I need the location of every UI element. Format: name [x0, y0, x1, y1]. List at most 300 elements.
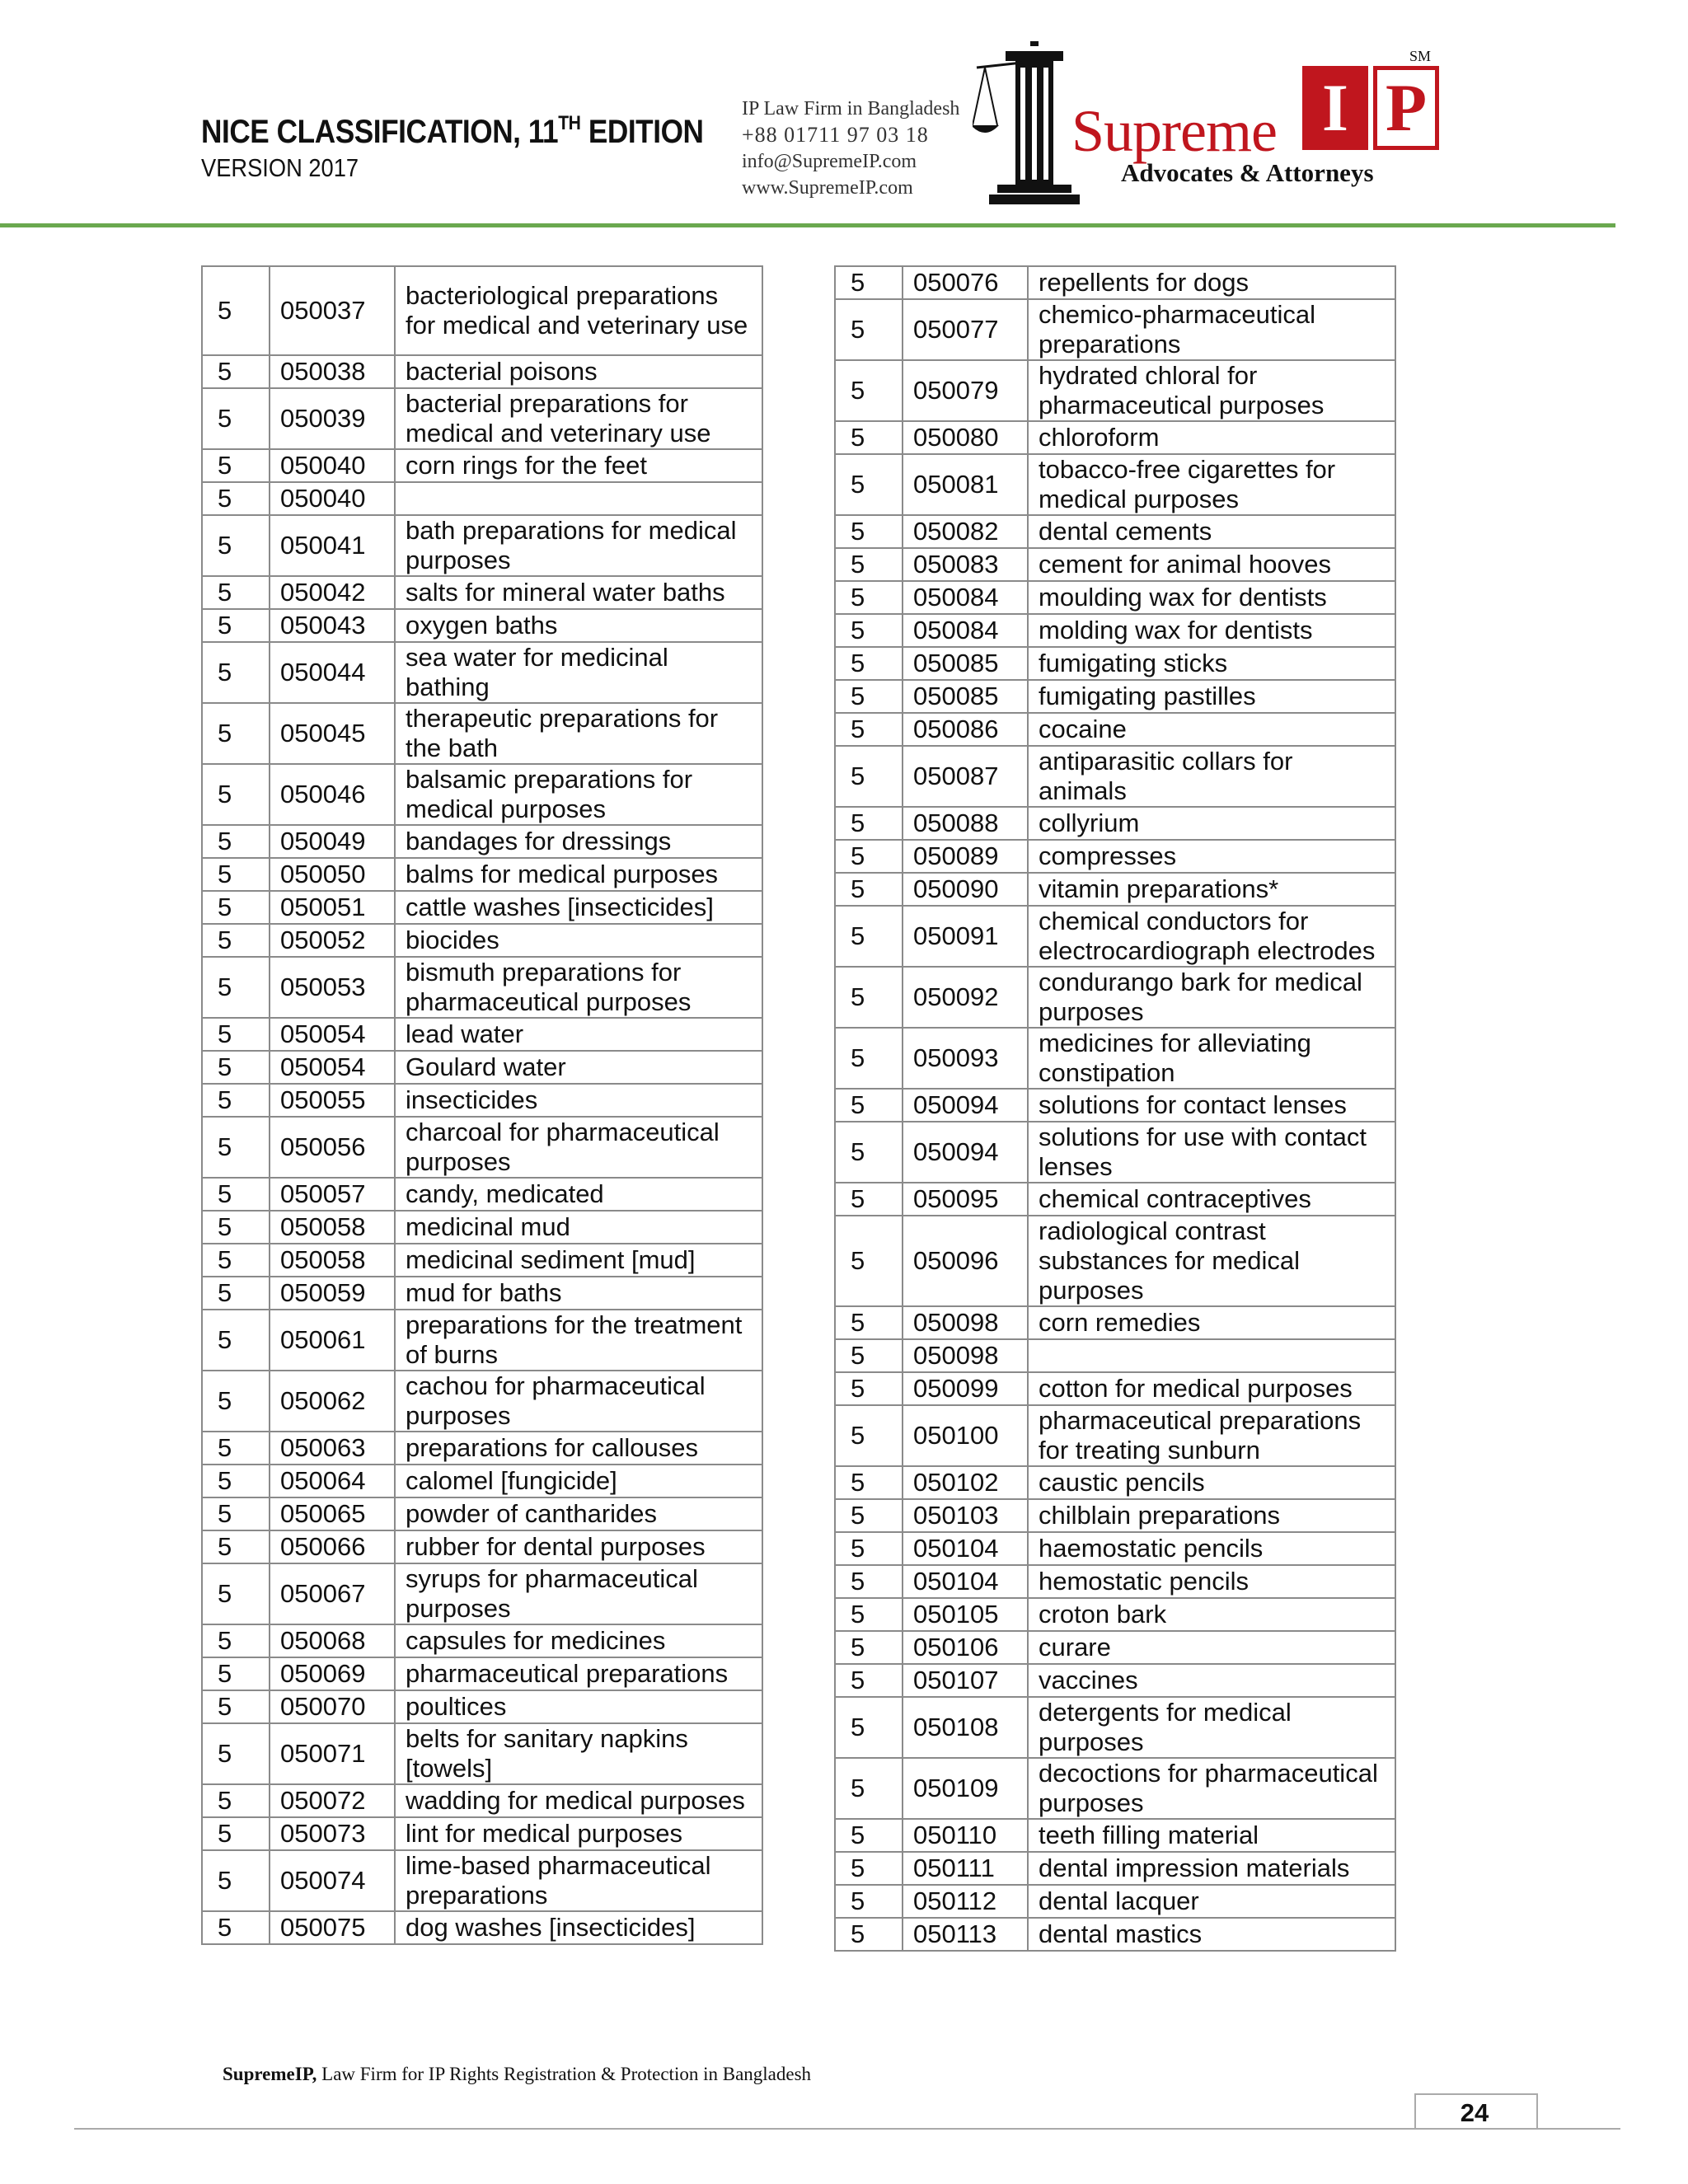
goods-term-cell: bandages for dressings — [395, 825, 762, 858]
table-row — [835, 1758, 1395, 1819]
class-number-cell: 5 — [202, 1310, 270, 1371]
class-number-cell: 5 — [202, 609, 270, 642]
class-number-cell: 5 — [202, 1850, 270, 1911]
basic-number-cell: 050038 — [270, 355, 395, 388]
basic-number-cell: 050068 — [270, 1624, 395, 1657]
goods-term-cell: chemical conductors for electrocardiograph electrodes — [1028, 906, 1395, 967]
goods-term-cell: medicines for alleviating constipation — [1028, 1028, 1395, 1089]
class-number-cell: 5 — [202, 1018, 270, 1051]
goods-term-cell: syrups for pharmaceutical purposes — [395, 1563, 762, 1624]
table-row — [835, 746, 1395, 807]
class-number-cell: 5 — [202, 515, 270, 576]
class-number-cell: 5 — [202, 891, 270, 924]
table-row — [835, 1405, 1395, 1466]
class-number-cell: 5 — [202, 1690, 270, 1723]
table-row — [202, 1244, 762, 1277]
class-number-cell: 5 — [835, 647, 903, 680]
table-row — [202, 1690, 762, 1723]
basic-number-cell: 050064 — [270, 1465, 395, 1497]
footer-firm-text: SupremeIP, Law Firm for IP Rights Registration & Protection in Bangladesh — [223, 2064, 812, 2084]
class-number-cell: 5 — [202, 858, 270, 891]
version-label: VERSION 2017 — [201, 153, 359, 182]
class-number-cell: 5 — [202, 388, 270, 449]
goods-term-cell: chemical contraceptives — [1028, 1183, 1395, 1216]
table-row — [202, 1530, 762, 1563]
supremeip-logo — [973, 35, 1451, 208]
basic-number-cell: 050106 — [903, 1631, 1028, 1664]
table-row — [202, 924, 762, 957]
class-number-cell: 5 — [835, 1819, 903, 1852]
goods-term-cell: fumigating sticks — [1028, 647, 1395, 680]
table-row — [835, 1885, 1395, 1918]
table-row — [202, 1277, 762, 1310]
class-number-cell: 5 — [835, 1122, 903, 1183]
class-number-cell: 5 — [202, 1244, 270, 1277]
basic-number-cell: 050095 — [903, 1183, 1028, 1216]
table-row — [835, 1339, 1395, 1372]
goods-term-cell: molding wax for dentists — [1028, 614, 1395, 647]
logo-tagline: Advocates & Attorneys — [1121, 158, 1374, 187]
basic-number-cell: 050096 — [903, 1216, 1028, 1306]
class-number-cell: 5 — [835, 873, 903, 906]
basic-number-cell: 050056 — [270, 1117, 395, 1178]
table-row — [835, 1499, 1395, 1532]
class-number-cell: 5 — [202, 576, 270, 609]
basic-number-cell: 050077 — [903, 299, 1028, 360]
goods-term-cell: cement for animal hooves — [1028, 548, 1395, 581]
class-number-cell: 5 — [835, 1532, 903, 1565]
class-number-cell: 5 — [202, 1051, 270, 1084]
goods-term-cell: collyrium — [1028, 807, 1395, 840]
basic-number-cell: 050090 — [903, 873, 1028, 906]
class-number-cell: 5 — [202, 825, 270, 858]
basic-number-cell: 050098 — [903, 1339, 1028, 1372]
table-row — [835, 1183, 1395, 1216]
table-row — [835, 713, 1395, 746]
table-row — [202, 1497, 762, 1530]
table-row — [835, 647, 1395, 680]
goods-term-cell: dental cements — [1028, 515, 1395, 548]
class-number-cell: 5 — [202, 924, 270, 957]
class-number-cell: 5 — [202, 266, 270, 355]
table-row — [835, 1819, 1395, 1852]
table-row — [835, 614, 1395, 647]
table-row — [202, 1117, 762, 1178]
basic-number-cell: 050073 — [270, 1817, 395, 1850]
basic-number-cell: 050055 — [270, 1084, 395, 1117]
goods-term-cell: Goulard water — [395, 1051, 762, 1084]
goods-term-cell: balms for medical purposes — [395, 858, 762, 891]
goods-term-cell: pharmaceutical preparations for treating sunburn — [1028, 1405, 1395, 1466]
basic-number-cell: 050061 — [270, 1310, 395, 1371]
basic-number-cell: 050062 — [270, 1371, 395, 1432]
goods-term-cell: corn remedies — [1028, 1306, 1395, 1339]
goods-term-cell: solutions for use with contact lenses — [1028, 1122, 1395, 1183]
basic-number-cell: 050049 — [270, 825, 395, 858]
goods-term-cell: sea water for medicinal bathing — [395, 642, 762, 703]
goods-term-cell: repellents for dogs — [1028, 266, 1395, 299]
table-row — [202, 1784, 762, 1817]
table-row — [202, 1850, 762, 1911]
class-number-cell: 5 — [835, 1216, 903, 1306]
contact-block — [742, 96, 959, 201]
goods-term-cell: lead water — [395, 1018, 762, 1051]
class-number-cell: 5 — [835, 1852, 903, 1885]
class-number-cell: 5 — [202, 1117, 270, 1178]
goods-term-cell: vitamin preparations* — [1028, 873, 1395, 906]
class-number-cell: 5 — [835, 680, 903, 713]
goods-term-cell: capsules for medicines — [395, 1624, 762, 1657]
goods-term-cell: cotton for medical purposes — [1028, 1372, 1395, 1405]
table-row — [202, 576, 762, 609]
service-mark: SM — [1409, 48, 1432, 64]
class-number-cell: 5 — [202, 1084, 270, 1117]
goods-term-cell: vaccines — [1028, 1664, 1395, 1697]
table-row — [202, 825, 762, 858]
table-row — [835, 873, 1395, 906]
class-number-cell: 5 — [202, 1497, 270, 1530]
goods-term-cell: dental impression materials — [1028, 1852, 1395, 1885]
basic-number-cell: 050072 — [270, 1784, 395, 1817]
class-number-cell: 5 — [202, 1465, 270, 1497]
table-row — [202, 1465, 762, 1497]
goods-term-cell: charcoal for pharmaceutical purposes — [395, 1117, 762, 1178]
table-row — [835, 1697, 1395, 1758]
class-number-cell: 5 — [202, 355, 270, 388]
class-number-cell: 5 — [202, 449, 270, 482]
basic-number-cell: 050037 — [270, 266, 395, 355]
class-number-cell: 5 — [835, 1598, 903, 1631]
class-number-cell: 5 — [835, 266, 903, 299]
class-number-cell: 5 — [202, 1371, 270, 1432]
class-number-cell: 5 — [835, 1405, 903, 1466]
goods-term-cell: pharmaceutical preparations — [395, 1657, 762, 1690]
class-number-cell: 5 — [835, 1089, 903, 1122]
table-row — [202, 1178, 762, 1211]
basic-number-cell: 050094 — [903, 1122, 1028, 1183]
basic-number-cell: 050104 — [903, 1565, 1028, 1598]
goods-term-cell: compresses — [1028, 840, 1395, 873]
table-row — [835, 840, 1395, 873]
class-number-cell: 5 — [835, 1697, 903, 1758]
table-row — [202, 1310, 762, 1371]
basic-number-cell: 050058 — [270, 1244, 395, 1277]
goods-term-cell: caustic pencils — [1028, 1466, 1395, 1499]
basic-number-cell: 050084 — [903, 581, 1028, 614]
basic-number-cell: 050093 — [903, 1028, 1028, 1089]
table-row — [202, 1723, 762, 1784]
table-row — [835, 1918, 1395, 1951]
goods-term-cell: dental mastics — [1028, 1918, 1395, 1951]
basic-number-cell: 050103 — [903, 1499, 1028, 1532]
goods-term-cell: radiological contrast substances for medical purposes — [1028, 1216, 1395, 1306]
basic-number-cell: 050058 — [270, 1211, 395, 1244]
basic-number-cell: 050044 — [270, 642, 395, 703]
goods-term-cell: chloroform — [1028, 421, 1395, 454]
goods-term-cell: haemostatic pencils — [1028, 1532, 1395, 1565]
class-number-cell: 5 — [202, 764, 270, 825]
basic-number-cell: 050052 — [270, 924, 395, 957]
logo-letter-i: I — [1302, 66, 1368, 150]
basic-number-cell: 050041 — [270, 515, 395, 576]
class-number-cell: 5 — [835, 1028, 903, 1089]
table-row — [835, 680, 1395, 713]
goods-term-cell: solutions for contact lenses — [1028, 1089, 1395, 1122]
goods-term-cell: medicinal sediment [mud] — [395, 1244, 762, 1277]
goods-term-cell: candy, medicated — [395, 1178, 762, 1211]
basic-number-cell: 050074 — [270, 1850, 395, 1911]
table-row — [202, 764, 762, 825]
table-row — [202, 891, 762, 924]
basic-number-cell: 050088 — [903, 807, 1028, 840]
page-number: 24 — [1460, 2098, 1489, 2127]
contact-email: info@SupremeIP.com — [742, 151, 917, 172]
basic-number-cell: 050070 — [270, 1690, 395, 1723]
basic-number-cell: 050085 — [903, 647, 1028, 680]
class-number-cell: 5 — [835, 906, 903, 967]
basic-number-cell: 050094 — [903, 1089, 1028, 1122]
table-row — [202, 1624, 762, 1657]
basic-number-cell: 050111 — [903, 1852, 1028, 1885]
goods-term-cell: fumigating pastilles — [1028, 680, 1395, 713]
header-divider — [0, 223, 1615, 227]
class-number-cell: 5 — [202, 1277, 270, 1310]
class-number-cell: 5 — [835, 454, 903, 515]
basic-number-cell: 050098 — [903, 1306, 1028, 1339]
class-number-cell: 5 — [202, 1211, 270, 1244]
footer-divider — [74, 2128, 1620, 2130]
goods-term-cell: cocaine — [1028, 713, 1395, 746]
classification-table-right — [834, 265, 1396, 1952]
logo-letter-p: P — [1373, 66, 1439, 150]
basic-number-cell: 050112 — [903, 1885, 1028, 1918]
table-row — [835, 1216, 1395, 1306]
goods-term-cell: bacterial preparations for medical and veterinary use — [395, 388, 762, 449]
logo-wordmark: Supreme — [1071, 98, 1277, 164]
goods-term-cell: dog washes [insecticides] — [395, 1911, 762, 1944]
table-row — [835, 1028, 1395, 1089]
table-row — [202, 515, 762, 576]
class-number-cell: 5 — [202, 1432, 270, 1465]
basic-number-cell: 050054 — [270, 1051, 395, 1084]
goods-term-cell: powder of cantharides — [395, 1497, 762, 1530]
table-row — [202, 703, 762, 764]
class-number-cell: 5 — [835, 1372, 903, 1405]
table-row — [835, 548, 1395, 581]
table-row — [835, 906, 1395, 967]
class-number-cell: 5 — [835, 713, 903, 746]
basic-number-cell: 050039 — [270, 388, 395, 449]
table-row — [835, 515, 1395, 548]
contact-website: www.SupremeIP.com — [742, 177, 913, 199]
basic-number-cell: 050066 — [270, 1530, 395, 1563]
table-row — [202, 1051, 762, 1084]
basic-number-cell: 050089 — [903, 840, 1028, 873]
basic-number-cell: 050105 — [903, 1598, 1028, 1631]
basic-number-cell: 050082 — [903, 515, 1028, 548]
basic-number-cell: 050042 — [270, 576, 395, 609]
class-number-cell: 5 — [835, 1565, 903, 1598]
page-title: NICE CLASSIFICATION, 11TH EDITION — [201, 112, 704, 150]
goods-term-cell: preparations for callouses — [395, 1432, 762, 1465]
basic-number-cell: 050040 — [270, 482, 395, 515]
table-row — [202, 355, 762, 388]
basic-number-cell: 050040 — [270, 449, 395, 482]
class-number-cell: 5 — [835, 1758, 903, 1819]
goods-term-cell: balsamic preparations for medical purposes — [395, 764, 762, 825]
goods-term-cell: chemico-pharmaceutical preparations — [1028, 299, 1395, 360]
goods-term-cell: condurango bark for medical purposes — [1028, 967, 1395, 1028]
basic-number-cell: 050053 — [270, 957, 395, 1018]
goods-term-cell: cattle washes [insecticides] — [395, 891, 762, 924]
table-row — [202, 1432, 762, 1465]
goods-term-cell: hydrated chloral for pharmaceutical purposes — [1028, 360, 1395, 421]
goods-term-cell: teeth filling material — [1028, 1819, 1395, 1852]
basic-number-cell: 050067 — [270, 1563, 395, 1624]
basic-number-cell: 050071 — [270, 1723, 395, 1784]
basic-number-cell: 050057 — [270, 1178, 395, 1211]
table-row — [202, 1911, 762, 1944]
table-row — [835, 1532, 1395, 1565]
goods-term-cell: lint for medical purposes — [395, 1817, 762, 1850]
goods-term-cell: detergents for medical purposes — [1028, 1697, 1395, 1758]
basic-number-cell: 050083 — [903, 548, 1028, 581]
table-row — [202, 1371, 762, 1432]
class-number-cell: 5 — [835, 1664, 903, 1697]
basic-number-cell: 050091 — [903, 906, 1028, 967]
basic-number-cell: 050045 — [270, 703, 395, 764]
class-number-cell: 5 — [835, 1631, 903, 1664]
goods-term-cell: tobacco-free cigarettes for medical purposes — [1028, 454, 1395, 515]
table-row — [202, 1657, 762, 1690]
table-row — [835, 454, 1395, 515]
class-number-cell: 5 — [202, 957, 270, 1018]
class-number-cell: 5 — [835, 807, 903, 840]
table-row — [202, 957, 762, 1018]
class-number-cell: 5 — [202, 703, 270, 764]
goods-term-cell — [395, 482, 762, 515]
class-number-cell: 5 — [835, 1885, 903, 1918]
class-number-cell: 5 — [835, 967, 903, 1028]
basic-number-cell: 050085 — [903, 680, 1028, 713]
basic-number-cell: 050081 — [903, 454, 1028, 515]
table-row — [835, 360, 1395, 421]
table-row — [835, 1306, 1395, 1339]
goods-term-cell: preparations for the treatment of burns — [395, 1310, 762, 1371]
table-row — [202, 1084, 762, 1117]
goods-term-cell: oxygen baths — [395, 609, 762, 642]
goods-term-cell: insecticides — [395, 1084, 762, 1117]
class-number-cell: 5 — [202, 1911, 270, 1944]
class-number-cell: 5 — [835, 1306, 903, 1339]
basic-number-cell: 050076 — [903, 266, 1028, 299]
basic-number-cell: 050059 — [270, 1277, 395, 1310]
class-number-cell: 5 — [202, 1563, 270, 1624]
basic-number-cell: 050109 — [903, 1758, 1028, 1819]
goods-term-cell: medicinal mud — [395, 1211, 762, 1244]
class-number-cell: 5 — [835, 548, 903, 581]
class-number-cell: 5 — [202, 1817, 270, 1850]
basic-number-cell: 050075 — [270, 1911, 395, 1944]
table-row — [835, 1122, 1395, 1183]
class-number-cell: 5 — [202, 1178, 270, 1211]
goods-term-cell: biocides — [395, 924, 762, 957]
goods-term-cell: lime-based pharmaceutical preparations — [395, 1850, 762, 1911]
table-row — [202, 642, 762, 703]
goods-term-cell: salts for mineral water baths — [395, 576, 762, 609]
table-row — [835, 967, 1395, 1028]
goods-term-cell: decoctions for pharmaceutical purposes — [1028, 1758, 1395, 1819]
basic-number-cell: 050050 — [270, 858, 395, 891]
table-row — [835, 266, 1395, 299]
class-number-cell: 5 — [202, 1784, 270, 1817]
goods-term-cell: bismuth preparations for pharmaceutical purposes — [395, 957, 762, 1018]
goods-term-cell: therapeutic preparations for the bath — [395, 703, 762, 764]
basic-number-cell: 050113 — [903, 1918, 1028, 1951]
goods-term-cell: poultices — [395, 1690, 762, 1723]
basic-number-cell: 050063 — [270, 1432, 395, 1465]
goods-term-cell: antiparasitic collars for animals — [1028, 746, 1395, 807]
basic-number-cell: 050084 — [903, 614, 1028, 647]
goods-term-cell: moulding wax for dentists — [1028, 581, 1395, 614]
goods-term-cell: corn rings for the feet — [395, 449, 762, 482]
table-row — [202, 609, 762, 642]
goods-term-cell: bacteriological preparations for medical and veterinary use — [395, 266, 762, 355]
table-row — [835, 421, 1395, 454]
logo-ip-mark — [1302, 66, 1444, 150]
basic-number-cell: 050102 — [903, 1466, 1028, 1499]
goods-term-cell: cachou for pharmaceutical purposes — [395, 1371, 762, 1432]
table-row — [202, 1817, 762, 1850]
class-number-cell: 5 — [835, 1339, 903, 1372]
table-row — [835, 1089, 1395, 1122]
contact-phone: +88 01711 97 03 18 — [742, 123, 929, 147]
table-row — [835, 807, 1395, 840]
goods-term-cell: bath preparations for medical purposes — [395, 515, 762, 576]
basic-number-cell: 050079 — [903, 360, 1028, 421]
basic-number-cell: 050080 — [903, 421, 1028, 454]
basic-number-cell: 050087 — [903, 746, 1028, 807]
goods-term-cell: belts for sanitary napkins [towels] — [395, 1723, 762, 1784]
class-number-cell: 5 — [835, 1499, 903, 1532]
basic-number-cell: 050051 — [270, 891, 395, 924]
basic-number-cell: 050065 — [270, 1497, 395, 1530]
table-row — [835, 1372, 1395, 1405]
class-number-cell: 5 — [835, 840, 903, 873]
contact-firm: IP Law Firm in Bangladesh — [742, 98, 960, 120]
goods-term-cell: bacterial poisons — [395, 355, 762, 388]
table-row — [835, 1598, 1395, 1631]
table-row — [202, 1211, 762, 1244]
table-row — [202, 482, 762, 515]
table-row — [202, 858, 762, 891]
goods-term-cell: wadding for medical purposes — [395, 1784, 762, 1817]
table-row — [835, 1852, 1395, 1885]
basic-number-cell: 050099 — [903, 1372, 1028, 1405]
basic-number-cell: 050092 — [903, 967, 1028, 1028]
basic-number-cell: 050108 — [903, 1697, 1028, 1758]
table-row — [202, 1563, 762, 1624]
goods-term-cell — [1028, 1339, 1395, 1372]
goods-term-cell: hemostatic pencils — [1028, 1565, 1395, 1598]
basic-number-cell: 050104 — [903, 1532, 1028, 1565]
class-number-cell: 5 — [835, 1918, 903, 1951]
goods-term-cell: calomel [fungicide] — [395, 1465, 762, 1497]
basic-number-cell: 050086 — [903, 713, 1028, 746]
class-number-cell: 5 — [835, 515, 903, 548]
class-number-cell: 5 — [835, 581, 903, 614]
basic-number-cell: 050110 — [903, 1819, 1028, 1852]
